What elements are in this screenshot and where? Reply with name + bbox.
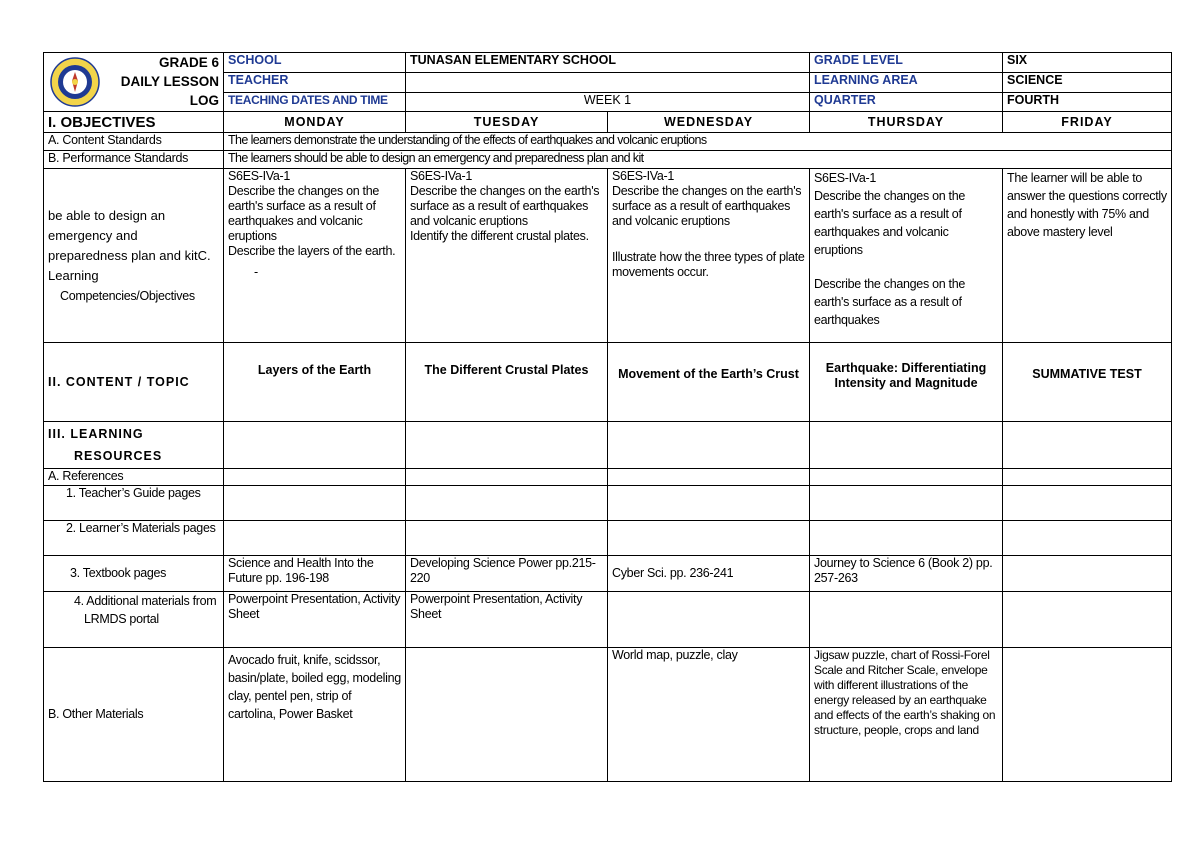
other-tuesday <box>406 648 608 782</box>
school-value: TUNASAN ELEMENTARY SCHOOL <box>406 53 810 73</box>
other-thursday: Jigsaw puzzle, chart of Rossi-Forel Scale and Ritcher Scale, envelope with different illustrations of the energy released by an earthquake and effects of the earth’s shaking on structure, people, crops and land <box>810 648 1003 782</box>
topic-tuesday: The Different Crustal Plates <box>406 343 608 422</box>
content-standards-label: A. Content Standards <box>44 133 224 151</box>
competencies-label-line1: be able to design an emergency and preparedness plan and kitC. Learning <box>48 207 211 283</box>
content-title: II. CONTENT / TOPIC <box>44 343 224 422</box>
teachers-guide-label <box>44 486 224 521</box>
thursday-objective-2: Describe the changes on the earth's surface as a result of earthquakes <box>814 277 966 327</box>
textbook-friday <box>1003 556 1172 592</box>
day-thursday: THURSDAY <box>810 112 1003 133</box>
other-friday <box>1003 648 1172 782</box>
day-monday: MONDAY <box>224 112 406 133</box>
textbook-thursday: Journey to Science 6 (Book 2) pp. 257-263 <box>810 556 1003 592</box>
topic-thursday: Earthquake: Differentiating Intensity and Magnitude <box>810 343 1003 422</box>
tuesday-objective-2: Identify the different crustal plates. <box>410 229 589 243</box>
thursday-objective-1: Describe the changes on the earth's surface as a result of earthquakes and volcanic eruptions <box>814 189 966 257</box>
grade-cell <box>44 53 224 112</box>
dates-label: TEACHING DATES AND TIME <box>224 93 406 112</box>
references-label: A. References <box>44 469 224 486</box>
teacher-value <box>406 73 810 93</box>
grade-title: GRADE 6 <box>158 55 219 70</box>
wednesday-objective-1: Describe the changes on the earth's surface as a result of earthquakes and volcanic eruptions <box>612 184 802 228</box>
thursday-code: S6ES-IVa-1 <box>814 171 877 185</box>
objectives-title: I. OBJECTIVES <box>44 112 224 133</box>
grade-level-value: SIX <box>1003 53 1172 73</box>
teacher-label: TEACHER <box>224 73 406 93</box>
additional-thursday <box>810 592 1003 648</box>
additional-friday <box>1003 592 1172 648</box>
textbook-label: 3. Textbook pages <box>44 556 224 592</box>
resources-title-line2: RESOURCES <box>74 449 163 463</box>
quarter-label: QUARTER <box>810 93 1003 112</box>
content-standards-value: The learners demonstrate the understanding of the effects of earthquakes and volcanic eruptions <box>224 133 1172 151</box>
resources-title <box>44 422 224 469</box>
monday-objective-2: Describe the layers of the earth. <box>228 244 396 258</box>
thursday-objectives <box>810 169 1003 343</box>
friday-objectives <box>1003 169 1172 343</box>
performance-standards-label: B. Performance Standards <box>44 151 224 169</box>
competencies-label <box>44 169 224 343</box>
additional-tuesday: Powerpoint Presentation, Activity Sheet <box>406 592 608 648</box>
day-wednesday: WEDNESDAY <box>608 112 810 133</box>
additional-wednesday <box>608 592 810 648</box>
quarter-value: FOURTH <box>1003 93 1172 112</box>
friday-objective-1: The learner will be able to answer the questions correctly and honestly with 75% and above mastery level <box>1007 171 1167 239</box>
textbook-tuesday: Developing Science Power pp.215-220 <box>406 556 608 592</box>
learning-area-label: LEARNING AREA <box>810 73 1003 93</box>
topic-wednesday: Movement of the Earth’s Crust <box>608 343 810 422</box>
wednesday-objective-2: Illustrate how the three types of plate movements occur. <box>612 250 805 279</box>
topic-friday: SUMMATIVE TEST <box>1003 343 1172 422</box>
monday-objective-1: Describe the changes on the earth's surface as a result of earthquakes and volcanic eruptions <box>228 184 380 243</box>
day-friday: FRIDAY <box>1003 112 1172 133</box>
wednesday-objectives <box>608 169 810 343</box>
textbook-wednesday: Cyber Sci. pp. 236-241 <box>608 556 810 592</box>
performance-standards-value: The learners should be able to design an emergency and preparedness plan and kit <box>224 151 1172 169</box>
other-materials-label: B. Other Materials <box>44 648 224 782</box>
lrmds-portal-text: LRMDS portal <box>84 612 159 626</box>
tuesday-objective-1: Describe the changes on the earth's surface as a result of earthquakes and volcanic eruptions <box>410 184 600 228</box>
resources-title-line1: III. LEARNING <box>48 427 144 441</box>
school-label: SCHOOL <box>224 53 406 73</box>
competencies-label-line2: Competencies/Objectives <box>60 288 195 303</box>
log-title: LOG <box>189 93 219 108</box>
teachers-guide-text: 1. Teacher’s Guide pages <box>66 486 201 500</box>
daily-lesson-title: DAILY LESSON <box>120 74 219 89</box>
monday-objectives <box>224 169 406 343</box>
textbook-monday: Science and Health Into the Future pp. 196-198 <box>224 556 406 592</box>
deped-seal-logo <box>50 57 100 107</box>
learners-materials-text: 2. Learner’s Materials pages <box>66 521 216 535</box>
daily-lesson-log-table <box>43 52 1172 782</box>
dates-value: WEEK 1 <box>406 93 810 112</box>
topic-monday: Layers of the Earth <box>224 343 406 422</box>
additional-materials-text: 4. Additional materials from <box>74 594 217 608</box>
other-wednesday: World map, puzzle, clay <box>608 648 810 782</box>
monday-code: S6ES-IVa-1 <box>228 169 291 183</box>
wednesday-code: S6ES-IVa-1 <box>612 169 675 183</box>
tuesday-objectives <box>406 169 608 343</box>
additional-monday: Powerpoint Presentation, Activity Sheet <box>224 592 406 648</box>
learning-area-value: SCIENCE <box>1003 73 1172 93</box>
day-tuesday: TUESDAY <box>406 112 608 133</box>
grade-level-label: GRADE LEVEL <box>810 53 1003 73</box>
additional-materials-label <box>44 592 224 648</box>
other-monday: Avocado fruit, knife, scidssor, basin/plate, boiled egg, modeling clay, pentel pen, strip of cartolina, Power Basket <box>224 648 406 782</box>
tuesday-code: S6ES-IVa-1 <box>410 169 473 183</box>
monday-mark: - <box>254 265 258 279</box>
learners-materials-label <box>44 521 224 556</box>
